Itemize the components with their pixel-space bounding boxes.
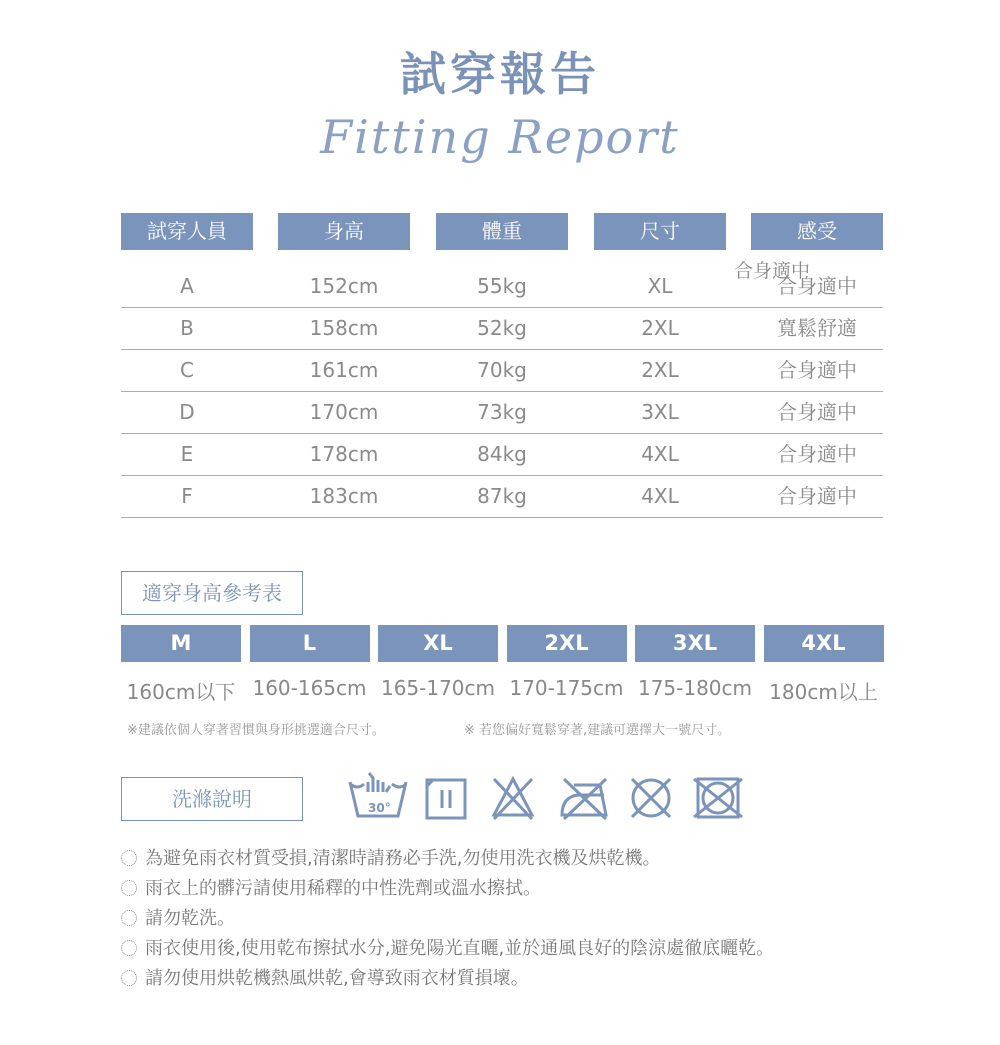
table-cell: C bbox=[180, 358, 194, 382]
circle-bullet-icon bbox=[121, 970, 137, 986]
size-range: 170-175cm bbox=[509, 676, 624, 700]
size-xl: XL bbox=[378, 625, 498, 662]
care-item bbox=[121, 874, 541, 900]
care-item bbox=[121, 904, 235, 930]
size-range: 165-170cm bbox=[380, 676, 496, 700]
header-height: 身高 bbox=[278, 213, 410, 250]
care-item-text: 請勿使用烘乾機熱風烘乾,會導致雨衣材質損壞。 bbox=[145, 968, 529, 989]
table-cell: A bbox=[180, 274, 194, 298]
care-item bbox=[121, 964, 529, 990]
table-cell: 合身適中 bbox=[777, 274, 857, 298]
table-cell: 73kg bbox=[477, 400, 527, 424]
size-chart-label: 適穿身高參考表 bbox=[121, 571, 303, 615]
no-tumble-dry-icon bbox=[692, 775, 744, 821]
table-cell: 3XL bbox=[641, 400, 679, 424]
page-title: 試穿報告 bbox=[400, 47, 600, 101]
care-item-text: 請勿乾洗。 bbox=[145, 908, 235, 929]
table-cell: 70kg bbox=[477, 358, 527, 382]
care-item-text: 雨衣上的髒污請使用稀釋的中性洗劑或溫水擦拭。 bbox=[145, 878, 541, 899]
size-3xl: 3XL bbox=[635, 625, 755, 662]
table-cell: 152cm bbox=[309, 274, 379, 298]
header-tester: 試穿人員 bbox=[121, 213, 253, 250]
size-m: M bbox=[121, 625, 241, 662]
header-feeling: 感受 bbox=[751, 213, 883, 250]
table-cell: 合身適中 bbox=[777, 442, 857, 466]
table-row bbox=[121, 349, 883, 392]
table-cell: E bbox=[180, 442, 194, 466]
table-cell: 2XL bbox=[641, 358, 679, 382]
care-item bbox=[121, 844, 660, 870]
overlap-label: 合身適中 bbox=[734, 260, 811, 282]
hand-wash-icon bbox=[348, 770, 408, 822]
care-label: 洗滌說明 bbox=[121, 777, 303, 821]
table-cell: XL bbox=[647, 274, 673, 298]
care-item-text: 為避免雨衣材質受損,清潔時請務必手洗,勿使用洗衣機及烘乾機。 bbox=[145, 848, 661, 869]
table-cell: 合身適中 bbox=[777, 400, 857, 424]
no-iron-icon bbox=[558, 775, 610, 821]
header-weight: 體重 bbox=[436, 213, 568, 250]
circle-bullet-icon bbox=[121, 940, 137, 956]
header-size: 尺寸 bbox=[594, 213, 726, 250]
table-cell: 178cm bbox=[309, 442, 379, 466]
size-4xl: 4XL bbox=[764, 625, 884, 662]
table-cell: 183cm bbox=[309, 484, 379, 508]
size-note-2: ※ 若您偏好寬鬆穿著,建議可選擇大一號尺寸。 bbox=[464, 723, 731, 738]
table-row bbox=[121, 307, 883, 350]
table-cell: 寬鬆舒適 bbox=[777, 316, 857, 340]
table-cell: 161cm bbox=[309, 358, 379, 382]
table-cell: 170cm bbox=[309, 400, 379, 424]
size-range: 175-180cm bbox=[637, 676, 753, 700]
no-dry-clean-icon bbox=[628, 775, 674, 821]
table-cell: 2XL bbox=[641, 316, 679, 340]
size-range: 160-165cm bbox=[252, 676, 367, 700]
table-cell: F bbox=[181, 484, 193, 508]
table-cell: 158cm bbox=[309, 316, 379, 340]
table-cell: 合身適中 bbox=[777, 358, 857, 382]
table-row bbox=[121, 391, 883, 434]
circle-bullet-icon bbox=[121, 850, 137, 866]
care-item-text: 雨衣使用後,使用乾布擦拭水分,避免陽光直曬,並於通風良好的陰涼處徹底曬乾。 bbox=[145, 938, 775, 959]
svg-text:30°: 30° bbox=[368, 801, 391, 815]
tumble-dry-low-icon bbox=[425, 778, 467, 820]
size-note-1: ※建議依個人穿著習慣與身形挑選適合尺寸。 bbox=[127, 723, 385, 738]
circle-bullet-icon bbox=[121, 910, 137, 926]
table-cell: 4XL bbox=[641, 442, 679, 466]
circle-bullet-icon bbox=[121, 880, 137, 896]
table-cell: 4XL bbox=[641, 484, 679, 508]
page-subtitle: Fitting Report bbox=[320, 110, 680, 164]
size-range: 160cm以下 bbox=[126, 680, 236, 704]
table-cell: B bbox=[180, 316, 194, 340]
no-bleach-icon bbox=[490, 775, 536, 821]
table-cell: D bbox=[179, 400, 195, 424]
table-row bbox=[121, 475, 883, 518]
table-row bbox=[121, 433, 883, 476]
table-cell: 52kg bbox=[477, 316, 527, 340]
table-cell: 55kg bbox=[477, 274, 527, 298]
size-2xl: 2XL bbox=[507, 625, 627, 662]
table-cell: 合身適中 bbox=[777, 484, 857, 508]
table-cell: 87kg bbox=[477, 484, 527, 508]
care-item bbox=[121, 934, 774, 960]
size-range: 180cm以上 bbox=[769, 680, 878, 704]
table-cell: 84kg bbox=[477, 442, 527, 466]
size-l: L bbox=[250, 625, 370, 662]
